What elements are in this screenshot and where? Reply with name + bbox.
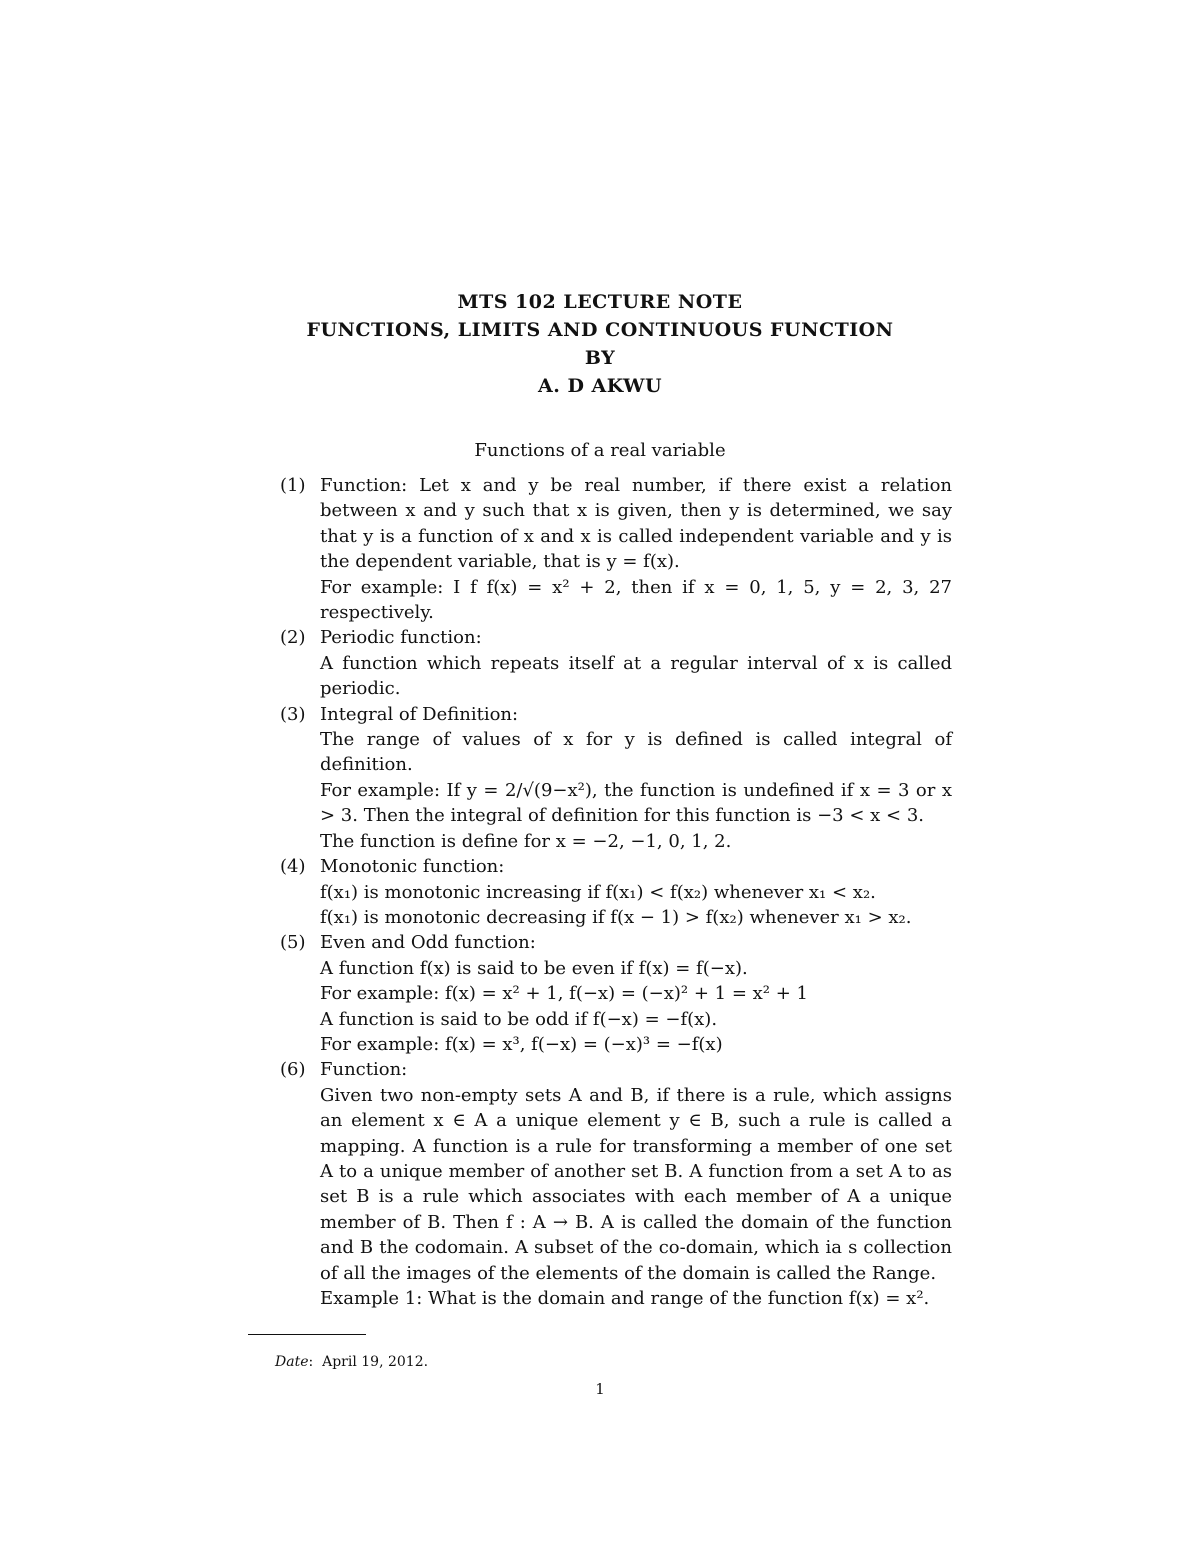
- item-text: For example: f(x) = x² + 1, f(−x) = (−x)² + 1 = x² + 1: [320, 983, 808, 1005]
- item-text: Function: Let x and y be real number, if there exist a relation between x and y such that x is given, then y is determined, we say that y is a function of x and x is called independent variable and y is the dependent variable, that is y = f(x).: [320, 475, 952, 573]
- title-line-by: BY: [584, 347, 616, 369]
- list-item: [280, 854, 952, 930]
- item-text: A function is said to be odd if f(−x) = −f(x).: [320, 1008, 718, 1030]
- title-line-course: MTS 102 LECTURE NOTE: [457, 291, 743, 313]
- list-item: [280, 625, 952, 701]
- footnote-colon: :: [308, 1354, 323, 1370]
- footnote-date: [275, 1354, 428, 1370]
- section-heading: Functions of a real variable: [474, 440, 726, 461]
- item-text: Even and Odd function:: [320, 932, 536, 954]
- item-text: Example 1: What is the domain and range of the function f(x) = x².: [320, 1288, 930, 1309]
- item-text: The range of values of x for y is defined is called integral of definition.: [320, 729, 952, 776]
- item-text: For example: I f f(x) = x² + 2, then if x = 0, 1, 5, y = 2, 3, 27 respectively.: [320, 576, 952, 624]
- title-line-topic: FUNCTIONS, LIMITS AND CONTINUOUS FUNCTION: [306, 319, 894, 341]
- list-item: [280, 1057, 952, 1311]
- item-text: Function:: [320, 1059, 408, 1081]
- item-text: f(x₁) is monotonic increasing if f(x₁) < f(x₂) whenever x₁ < x₂.: [320, 881, 876, 903]
- item-text: Periodic function:: [320, 627, 482, 649]
- item-text: Given two non-empty sets A and B, if there is a rule, which assigns an element x ∈ A a unique element y ∈ B, such a rule is called a mapping. A function is a rule for transforming a member of one set A to a unique member of another set B. A function from a set A to as set B is a rule which associates with each member of A a unique member of B. Then f : A → B. A is called the domain of the function and B the codomain. A subset of the co-domain, which ia s collection of all the images of the elements of the domain is called the Range.: [320, 1084, 952, 1284]
- list-item: [280, 930, 952, 1057]
- item-text: For example: If y = 2/√(9−x²), the function is undefined if x = 3 or x > 3. Then the integral of definition for this function is −3 < x < 3.: [320, 779, 952, 827]
- document-title: [0, 288, 1200, 400]
- item-number: (3): [280, 703, 306, 725]
- item-text: Monotonic function:: [320, 856, 505, 878]
- title-line-author: A. D AKWU: [537, 375, 663, 397]
- list-item: [280, 473, 952, 625]
- item-number: (4): [280, 856, 306, 878]
- list-item: [280, 702, 952, 854]
- item-text: A function f(x) is said to be even if f(x) = f(−x).: [320, 957, 748, 979]
- footnote-rule: [248, 1334, 366, 1335]
- item-number: (1): [280, 475, 306, 496]
- item-text: The function is define for x = −2, −1, 0, 1, 2.: [320, 830, 732, 852]
- item-text: For example: f(x) = x³, f(−x) = (−x)³ = −f(x): [320, 1033, 723, 1055]
- item-number: (2): [280, 627, 306, 649]
- footnote-text: April 19, 2012.: [322, 1354, 429, 1370]
- footnote-label: Date: [275, 1354, 309, 1370]
- page-number: 1: [595, 1380, 605, 1398]
- definitions-list: [280, 473, 952, 1311]
- item-text: A function which repeats itself at a regular interval of x is called periodic.: [320, 652, 952, 700]
- item-number: (6): [280, 1059, 306, 1081]
- item-number: (5): [280, 932, 306, 954]
- item-text: f(x₁) is monotonic decreasing if f(x − 1) > f(x₂) whenever x₁ > x₂.: [320, 906, 912, 928]
- item-text: Integral of Definition:: [320, 703, 519, 725]
